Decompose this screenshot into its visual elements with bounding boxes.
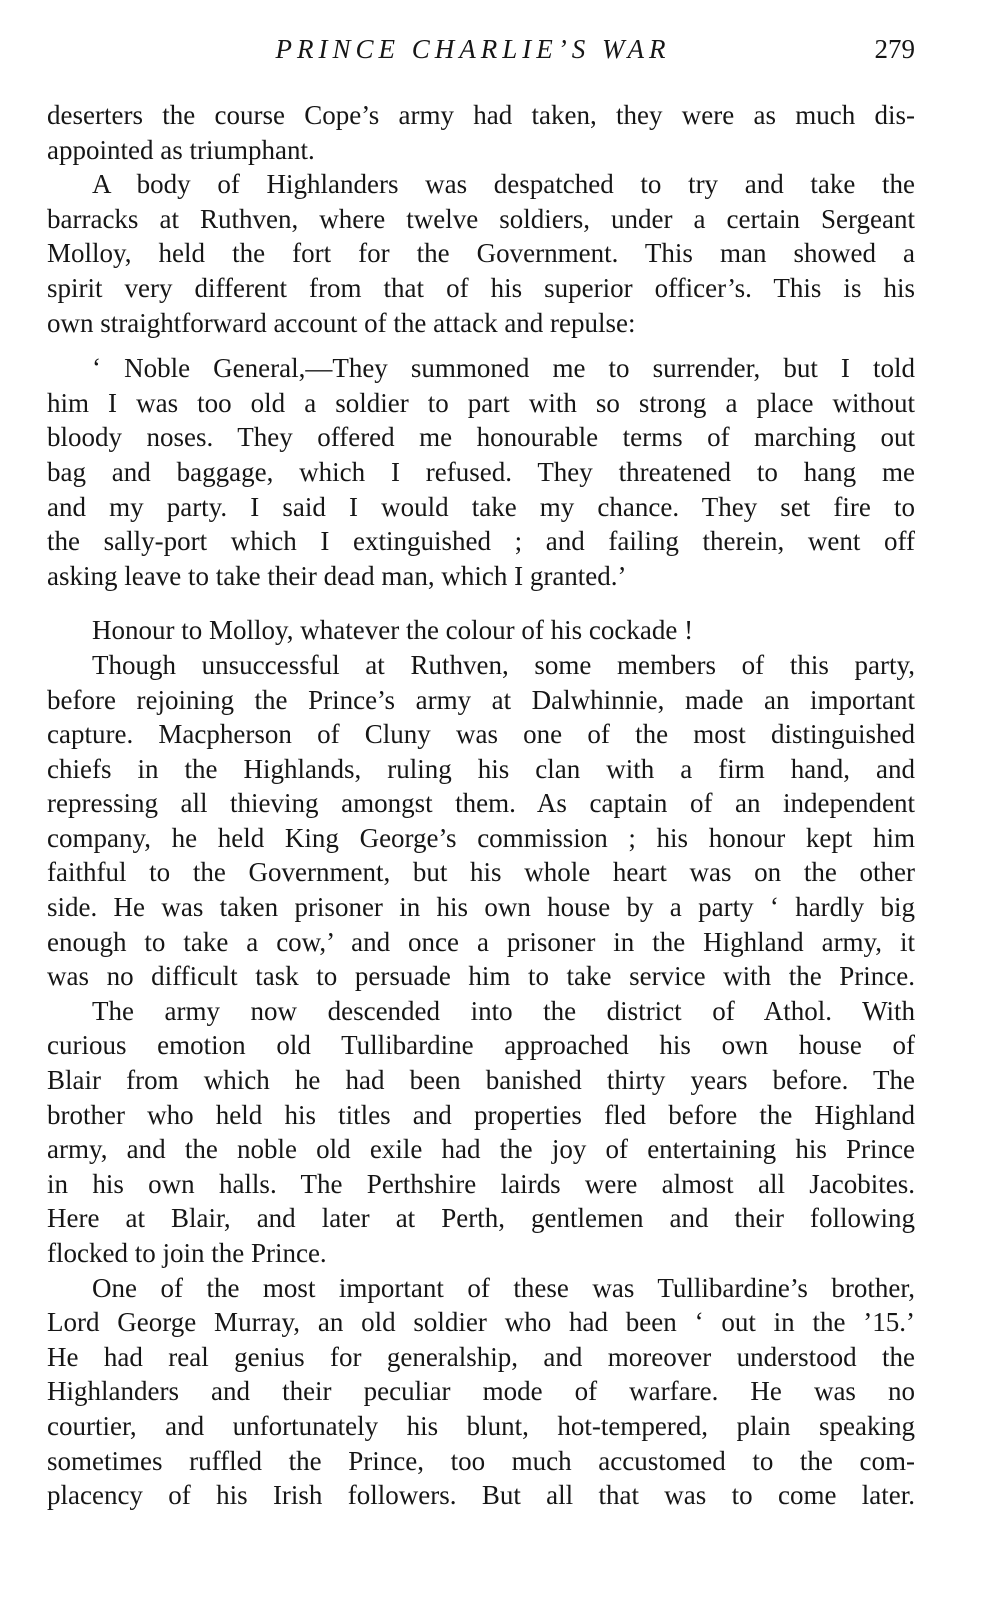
text-line: asking leave to take their dead man, which I granted.’ — [47, 560, 627, 591]
text-line: him I was too old a soldier to part with so strong a place without — [47, 387, 915, 418]
text-line: and my party. I said I would take my chance. They set fire to — [47, 491, 915, 522]
text-line: barracks at Ruthven, where twelve soldiers, under a certain Sergeant — [47, 203, 915, 234]
text-line: ‘ Noble General,—They summoned me to surrender, but I told — [92, 353, 915, 384]
paragraph — [47, 1271, 915, 1513]
text-line: faithful to the Government, but his whole heart was on the other — [47, 857, 915, 888]
text-line: Lord George Murray, an old soldier who had been ‘ out in the ’15.’ — [47, 1307, 915, 1338]
text-line: bag and baggage, which I refused. They threatened to hang me — [47, 456, 915, 487]
paragraph — [47, 994, 915, 1271]
text-line: the sally-port which I extinguished ; and failing therein, went off — [47, 526, 915, 557]
text-line: bloody noses. They offered me honourable terms of marching out — [47, 422, 915, 453]
text-line: own straightforward account of the attack and repulse: — [47, 307, 636, 338]
text-line: company, he held King George’s commission ; his honour kept him — [47, 822, 915, 853]
running-head — [0, 32, 1000, 68]
text-line: sometimes ruffled the Prince, too much accustomed to the com- — [47, 1445, 915, 1476]
text-line: placency of his Irish followers. But all that was to come later. — [47, 1480, 915, 1511]
text-line: side. He was taken prisoner in his own house by a party ‘ hardly big — [47, 892, 915, 923]
paragraph — [47, 167, 915, 340]
text-line: Blair from which he had been banished thirty years before. The — [47, 1065, 915, 1096]
paragraph — [47, 613, 915, 648]
body-text — [47, 98, 915, 1513]
running-head-title: PRINCE CHARLIE’S WAR — [275, 34, 671, 64]
text-line: Though unsuccessful at Ruthven, some members of this party, — [92, 649, 915, 680]
text-line: brother who held his titles and properties fled before the Highland — [47, 1099, 915, 1130]
text-line: courtier, and unfortunately his blunt, hot-tempered, plain speaking — [47, 1410, 915, 1441]
text-line: spirit very different from that of his superior officer’s. This is his — [47, 272, 915, 303]
text-line: army, and the noble old exile had the joy of entertaining his Prince — [47, 1134, 915, 1165]
paragraph — [47, 98, 915, 167]
text-line: A body of Highlanders was despatched to try and take the — [92, 169, 915, 200]
text-line: Molloy, held the fort for the Government. This man showed a — [47, 238, 915, 269]
text-line: One of the most important of these was Tullibardine’s brother, — [92, 1272, 915, 1303]
text-line: enough to take a cow,’ and once a prisoner in the Highland army, it — [47, 926, 915, 957]
text-line: Honour to Molloy, whatever the colour of his cockade ! — [92, 615, 694, 646]
text-line: Highlanders and their peculiar mode of warfare. He was no — [47, 1376, 915, 1407]
page-number: 279 — [874, 34, 915, 64]
text-line: in his own halls. The Perthshire lairds were almost all Jacobites. — [47, 1168, 915, 1199]
text-line: chiefs in the Highlands, ruling his clan with a firm hand, and — [47, 753, 915, 784]
text-line: curious emotion old Tullibardine approached his own house of — [47, 1030, 915, 1061]
text-line: deserters the course Cope’s army had taken, they were as much dis- — [47, 100, 915, 130]
letter-quote — [47, 351, 915, 593]
text-line: appointed as triumphant. — [47, 134, 315, 165]
text-line: He had real genius for generalship, and moreover understood the — [47, 1341, 915, 1372]
text-line: flocked to join the Prince. — [47, 1238, 327, 1268]
text-line: before rejoining the Prince’s army at Dalwhinnie, made an important — [47, 684, 915, 715]
text-line: repressing all thieving amongst them. As captain of an independent — [47, 788, 915, 819]
text-line: was no difficult task to persuade him to take service with the Prince. — [47, 961, 915, 992]
text-line: capture. Macpherson of Cluny was one of the most distinguished — [47, 719, 915, 750]
paragraph — [47, 648, 915, 994]
text-line: Here at Blair, and later at Perth, gentlemen and their following — [47, 1203, 915, 1234]
text-line: The army now descended into the district of Athol. With — [92, 995, 915, 1026]
